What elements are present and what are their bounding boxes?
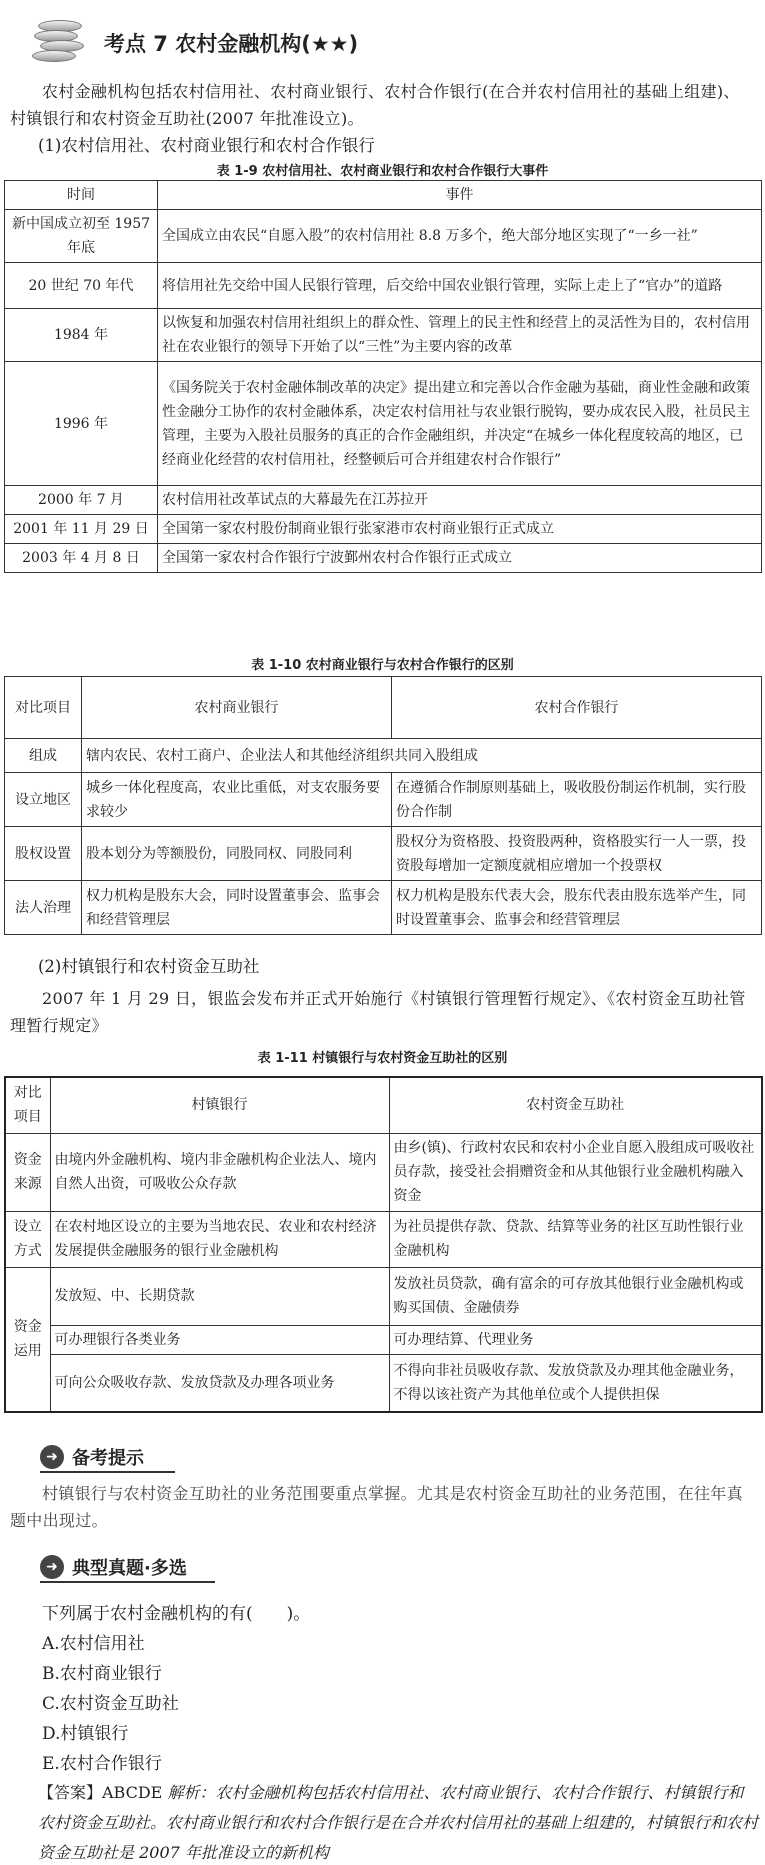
section2-title: (2)村镇银行和农村资金互助社 xyxy=(38,957,260,976)
table-cell-merged: 辖内农民、农村工商户、企业法人和其他经济组织共同入股组成 xyxy=(82,739,762,773)
table-cell-event: 将信用社先交给中国人民银行管理，后交给中国农业银行管理，实际上走上了“官办”的道路 xyxy=(158,263,762,309)
table-cell-time: 1984 年 xyxy=(5,309,158,362)
table-cell-b: 在遵循合作制原则基础上，吸收股份制运作机制，实行股份合作制 xyxy=(392,773,762,827)
table-row xyxy=(5,1354,762,1412)
table3-caption: 表 1-11 村镇银行与农村资金互助社的区别 xyxy=(257,1051,508,1066)
table-cell-a: 权力机构是股东大会，同时设置董事会、监事会和经营管理层 xyxy=(82,881,392,935)
table2-header-commercial: 农村商业银行 xyxy=(82,677,392,739)
table-row xyxy=(5,827,762,881)
table-row xyxy=(5,881,762,935)
tip-text: 村镇银行与农村资金互助社的业务范围要重点掌握。尤其是农村资金互助社的业务范围，在往年真题中出现过。 xyxy=(10,1484,743,1530)
table-cell-a: 在农村地区设立的主要为当地农民、农业和农村经济发展提供金融服务的银行业金融机构 xyxy=(50,1211,389,1267)
table-row xyxy=(5,362,762,486)
table-cell-b: 发放社员贷款，确有富余的可存放其他银行业金融机构或购买国债、金融债券 xyxy=(389,1267,762,1325)
exam-question: 下列属于农村金融机构的有( )。 xyxy=(42,1604,311,1624)
arrow-right-icon: ➜ xyxy=(40,1445,64,1469)
table-cell-a: 可向公众吸收存款、发放贷款及办理各项业务 xyxy=(50,1354,389,1412)
table-cell-a: 发放短、中、长期贷款 xyxy=(50,1267,389,1325)
arrow-right-icon: ➜ xyxy=(40,1555,64,1579)
table-cell-event: 农村信用社改革试点的大幕最先在江苏拉开 xyxy=(158,486,762,515)
table-cell-time: 新中国成立初至 1957 年底 xyxy=(5,210,158,263)
table-cell-label: 组成 xyxy=(5,739,82,773)
table-cell-time: 20 世纪 70 年代 xyxy=(5,263,158,309)
table-cell-label: 资金来源 xyxy=(5,1133,50,1211)
table3-header-village: 村镇银行 xyxy=(50,1077,389,1133)
table2-caption: 表 1-10 农村商业银行与农村合作银行的区别 xyxy=(251,658,514,673)
table-cell-b: 为社员提供存款、贷款、结算等业务的社区互助性银行业金融机构 xyxy=(389,1211,762,1267)
answer-block xyxy=(38,1778,758,1865)
table-row xyxy=(5,544,762,573)
exam-heading xyxy=(40,1553,215,1583)
table3-header-mutual: 农村资金互助社 xyxy=(389,1077,762,1133)
table2-comparison xyxy=(4,676,762,935)
table-cell-time: 1996 年 xyxy=(5,362,158,486)
option-d: D.村镇银行 xyxy=(42,1724,129,1744)
table-cell-label: 股权设置 xyxy=(5,827,82,881)
table-row xyxy=(5,1211,762,1267)
table-cell-event: 以恢复和加强农村信用社组织上的群众性、管理上的民主性和经营上的灵活性为目的，农村信用社在农业银行的领导下开始了以“三性”为主要内容的改革 xyxy=(158,309,762,362)
table-cell-a: 由境内外金融机构、境内非金融机构企业法人、境内自然人出资，可吸收公众存款 xyxy=(50,1133,389,1211)
table2-header-item: 对比项目 xyxy=(5,677,82,739)
answer-analysis: 解析：农村金融机构包括农村信用社、农村商业银行、农村合作银行、村镇银行和农村资金互助社。农村商业银行和农村合作银行是在合并农村信用社的基础上组建的，村镇银行和农村资金互助社是 2007 年批准设立的新机构 xyxy=(38,1783,759,1862)
table-cell-time: 2001 年 11 月 29 日 xyxy=(5,515,158,544)
table-row xyxy=(5,486,762,515)
table-cell-label: 法人治理 xyxy=(5,881,82,935)
table-row xyxy=(5,739,762,773)
section1-title: (1)农村信用社、农村商业银行和农村合作银行 xyxy=(38,136,375,155)
table-cell-label: 设立地区 xyxy=(5,773,82,827)
option-b: B.农村商业银行 xyxy=(42,1664,162,1684)
option-a: A.农村信用社 xyxy=(42,1634,145,1654)
table-row xyxy=(5,309,762,362)
table-cell-label: 设立方式 xyxy=(5,1211,50,1267)
table1-events xyxy=(4,180,762,573)
table-row xyxy=(5,1267,762,1325)
table-cell-b: 不得向非社员吸收存款、发放贷款及办理其他金融业务，不得以该社资产为其他单位或个人提供担保 xyxy=(389,1354,762,1412)
topic-header xyxy=(28,14,748,72)
table-cell-event: 全国第一家农村股份制商业银行张家港市农村商业银行正式成立 xyxy=(158,515,762,544)
table-cell-event: 《国务院关于农村金融体制改革的决定》提出建立和完善以合作金融为基础，商业性金融和政策性金融分工协作的农村金融体系，决定农村信用社与农业银行脱钩，要办成农民入股，社员民主管理，主要为入股社员服务的真正的合作金融组织，并决定“在城乡一体化程度较高的地区，已经商业化经营的农村信用社，经整顿后可合并组建农村合作银行” xyxy=(158,362,762,486)
coin-stack-icon xyxy=(28,14,88,72)
table-row xyxy=(5,515,762,544)
tip-title: 备考提示 xyxy=(72,1448,144,1469)
table-cell-b: 由乡(镇)、行政村农民和农村小企业自愿入股组成可吸收社员存款，接受社会捐赠资金和从其他银行业金融机构融入资金 xyxy=(389,1133,762,1211)
table-cell-event: 全国第一家农村合作银行宁波鄞州农村合作银行正式成立 xyxy=(158,544,762,573)
table-cell-a: 城乡一体化程度高，农业比重低，对支农服务要求较少 xyxy=(82,773,392,827)
tip-heading xyxy=(40,1443,175,1473)
table-row xyxy=(5,1325,762,1354)
table2-header-cooperative: 农村合作银行 xyxy=(392,677,762,739)
topic-title: 考点 7 农村金融机构(★★) xyxy=(104,32,359,56)
section2-paragraph: 2007 年 1 月 29 日，银监会发布并正式开始施行《村镇银行管理暂行规定》、《农村资金互助社管理暂行规定》 xyxy=(10,989,746,1035)
table-cell-b: 权力机构是股东代表大会，股东代表由股东选举产生，同时设置董事会、监事会和经营管理层 xyxy=(392,881,762,935)
table-cell-label: 资金运用 xyxy=(5,1267,50,1412)
table-row xyxy=(5,1133,762,1211)
table1-header-time: 时间 xyxy=(5,181,158,210)
answer-label: 【答案】ABCDE xyxy=(38,1783,163,1802)
table-cell-a: 股本划分为等额股份，同股同权、同股同利 xyxy=(82,827,392,881)
table3-comparison xyxy=(4,1076,763,1413)
table-row xyxy=(5,210,762,263)
table-cell-a: 可办理银行各类业务 xyxy=(50,1325,389,1354)
option-c: C.农村资金互助社 xyxy=(42,1694,179,1714)
table1-caption: 表 1-9 农村信用社、农村商业银行和农村合作银行大事件 xyxy=(216,164,549,179)
option-e: E.农村合作银行 xyxy=(42,1754,162,1774)
table-cell-b: 可办理结算、代理业务 xyxy=(389,1325,762,1354)
table-cell-time: 2003 年 4 月 8 日 xyxy=(5,544,158,573)
table-cell-time: 2000 年 7 月 xyxy=(5,486,158,515)
table3-header-item: 对比项目 xyxy=(5,1077,50,1133)
table-cell-event: 全国成立由农民“自愿入股”的农村信用社 8.8 万多个，绝大部分地区实现了“一乡一社” xyxy=(158,210,762,263)
table-cell-b: 股权分为资格股、投资股两种，资格股实行一人一票，投资股每增加一定额度就相应增加一个投票权 xyxy=(392,827,762,881)
table-row xyxy=(5,773,762,827)
exam-title: 典型真题·多选 xyxy=(72,1558,187,1579)
intro-paragraph: 农村金融机构包括农村信用社、农村商业银行、农村合作银行(在合并农村信用社的基础上组建)、村镇银行和农村资金互助社(2007 年批准设立)。 xyxy=(10,82,740,128)
table-row xyxy=(5,263,762,309)
table1-header-event: 事件 xyxy=(158,181,762,210)
